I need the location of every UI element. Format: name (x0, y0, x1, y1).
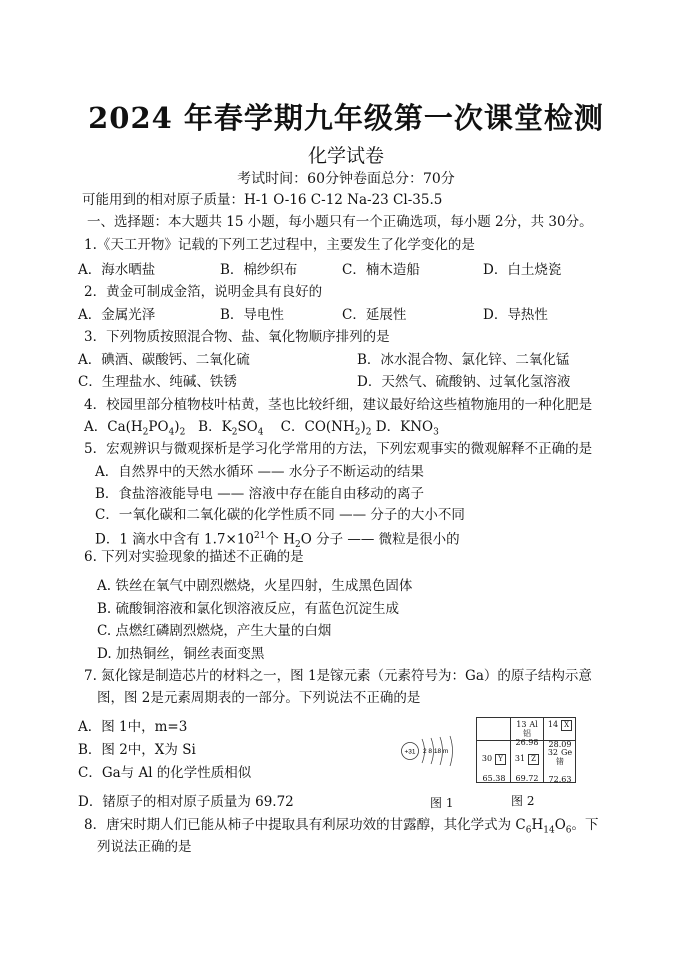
question-7-option-d: D．锗原子的相对原子质量为 69.72 (78, 794, 294, 810)
question-7-option-b: B．图 2中，X为 Si (78, 742, 196, 758)
question-2-option-b: B．导电性 (220, 307, 284, 323)
cell-y: 30 Y 65.38 (481, 754, 506, 783)
question-7-option-c: C．Ga与 Al 的化学性质相似 (78, 765, 252, 781)
question-5-stem: 5．宏观辨识与微观探析是学习化学常用的方法，下列宏观事实的微观解释不正确的是 (84, 441, 593, 457)
question-4-options: A．$Ca(H_2PO_4)_2$ B．$K_2SO_4$ C．$CO(NH_2)_2$ D．$KNO_3$ (84, 419, 439, 438)
question-8-stem-line2: 列说法正确的是 (97, 839, 192, 855)
question-7-stem-line2: 图，图 2是元素周期表的一部分。下列说法不正确的是 (97, 690, 421, 706)
question-5-option-d: D．1 滴水中含有 $1.7\times 10^{21}$个 $H_2O$ 分子 —— 微粒是很小的 (95, 531, 460, 551)
atomic-masses: 可能用到的相对原子质量：H-1 O-16 C-12 Na-23 Cl-35.5 (82, 192, 443, 208)
exam-info: 考试时间：60分钟卷面总分：70分 (237, 171, 455, 187)
section-heading: 一、选择题：本大题共 15 小题，每小题只有一个正确选项，每小题 2分，共 30分。 (87, 214, 593, 230)
question-5-option-a: A．自然界中的天然水循环 —— 水分子不断运动的结果 (95, 464, 424, 480)
page-title: 2024 年春学期九年级第一次课堂检测 (88, 101, 604, 135)
question-3-option-c: C．生理盐水、纯碱、铁锈 (78, 374, 237, 390)
cell-germanium: 32 Ge 锗 72.63 (547, 748, 573, 784)
question-7-option-a: A．图 1中，m=3 (78, 719, 188, 735)
question-6-option-a: A. 铁丝在氧气中剧烈燃烧，火星四射，生成黑色固体 (97, 578, 413, 594)
question-7-stem-line1: 7. 氮化镓是制造芯片的材料之一，图 1是镓元素（元素符号为：Ga）的原子结构示意 (84, 668, 592, 684)
question-8-stem-line1: 8．唐宋时期人们已能从柿子中提取具有利尿功效的甘露醇，其化学式为 $C_6H_{14}O_6$。下 (84, 817, 599, 836)
atom-structure-diagram (400, 733, 472, 769)
periodic-table-fragment (476, 717, 576, 783)
cell-z: 31 Z 69.72 (514, 754, 539, 783)
page-subtitle: 化学试卷 (307, 145, 384, 167)
question-5-option-b: B．食盐溶液能导电 —— 溶液中存在能自由移动的离子 (95, 486, 425, 502)
question-1-option-a: A．海水晒盐 (78, 262, 156, 278)
question-2-stem: 2．黄金可制成金箔，说明金具有良好的 (84, 284, 323, 300)
question-3-option-b: B．冰水混合物、氯化锌、二氧化锰 (357, 352, 570, 368)
figure-2-caption: 图 2 (511, 794, 535, 808)
question-2-option-d: D．导热性 (483, 307, 548, 323)
question-5-option-c: C．一氧化碳和二氧化碳的化学性质不同 —— 分子的大小不同 (95, 507, 465, 523)
question-3-stem: 3．下列物质按照混合物、盐、氧化物顺序排列的是 (84, 329, 390, 345)
question-6-option-b: B. 硫酸铜溶液和氯化钡溶液反应，有蓝色沉淀生成 (97, 601, 400, 617)
question-6-stem: 6. 下列对实验现象的描述不正确的是 (84, 549, 304, 565)
question-3-option-a: A．碘酒、碳酸钙、二氧化硫 (78, 352, 250, 368)
cell-x: 14 X 28.09 (547, 720, 572, 749)
question-1-stem: 1.《天工开物》记载的下列工艺过程中，主要发生了化学变化的是 (84, 237, 475, 253)
question-6-option-c: C. 点燃红磷剧烈燃烧，产生大量的白烟 (97, 623, 332, 639)
atom-nucleus-label: +31 (404, 748, 416, 756)
atom-shell-labels: 2 8 18 m (423, 748, 449, 755)
question-1-option-c: C．楠木造船 (342, 262, 420, 278)
question-4-stem: 4．校园里部分植物枝叶枯黄，茎也比较纤细，建议最好给这些植物施用的一种化肥是 (84, 397, 593, 413)
question-3-option-d: D．天然气、硫酸钠、过氧化氢溶液 (357, 374, 571, 390)
question-1-option-b: B．棉纱织布 (220, 262, 298, 278)
question-6-option-d: D. 加热铜丝，铜丝表面变黑 (97, 646, 265, 662)
question-1-option-d: D．白土烧瓷 (483, 262, 562, 278)
question-2-option-c: C．延展性 (342, 307, 407, 323)
cell-aluminium: 13 Al 铝 26.98 (515, 720, 539, 747)
question-2-option-a: A．金属光泽 (78, 307, 156, 323)
figure-1-caption: 图 1 (430, 796, 454, 810)
